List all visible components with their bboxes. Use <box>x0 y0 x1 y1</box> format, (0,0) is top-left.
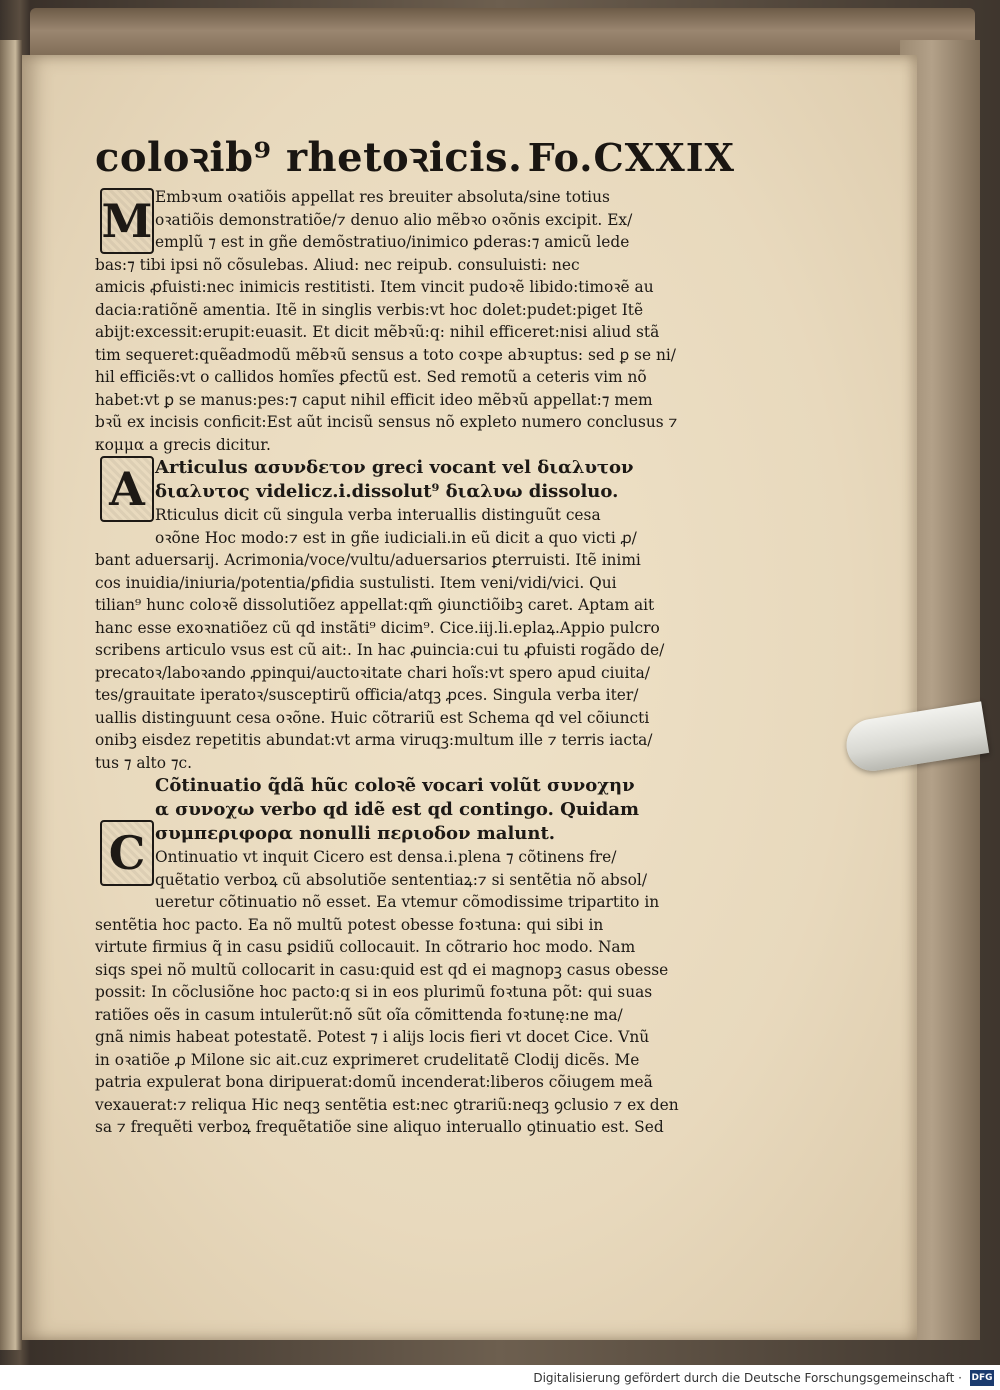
section-heading: διαλυτος videlicz.i.dissolut⁹ διαλυω dissoluo. <box>155 481 619 502</box>
text-line: cos inuidia/iniuria/potentia/ꝑfidia sustulisti. Item veni/vidi/vici. Qui <box>95 573 617 592</box>
body-text <box>95 186 735 1139</box>
text-line: precatoꝛ/laboꝛando ꝓpinqui/auctoꝛitate chari hoĩs:vt spero apud ciuita/ <box>95 663 650 682</box>
text-line: oꝛatiõis demonstratiõe/⁊ denuo alio mẽbꝛo oꝛõnis excipit. Ex/ <box>155 210 633 229</box>
dfg-logo: DFG <box>970 1370 994 1386</box>
section-heading: Cõtinuatio q̃dã hũc coloꝛẽ vocari volũt συνοχην <box>155 775 635 796</box>
text-line: patria expulerat bona diripuerat:domũ incenderat:liberos cõiugem meã <box>95 1073 653 1091</box>
folio-number: Fo.CXXIX <box>527 135 735 180</box>
text-line: onibꝫ eisdez repetitis abundat:vt arma viruqꝫ:multum ille ⁊ terris iacta/ <box>95 731 653 749</box>
text-line: Ontinuatio vt inquit Cicero est densa.i.plena ⁊ cõtinens fre/ <box>155 848 617 866</box>
text-line: bant aduersarij. Acrimonia/voce/vultu/aduersarios ꝑterruisti. Itẽ inimi <box>95 551 641 569</box>
section-heading: α συνοχω verbo qd idẽ est qd contingo. Quidam <box>155 799 640 820</box>
text-line: amicis ꝓfuisti:nec inimicis restitisti. Item vincit pudoꝛẽ libido:timoꝛẽ au <box>95 278 654 296</box>
initial-a: A <box>100 456 154 522</box>
initial-c: C <box>100 820 154 886</box>
text-line: hanc esse exoꝛnatiõez cũ qd instãti⁹ dicim⁹. Cice.iij.li.eplaꝝ.Appio pulcro <box>95 618 660 637</box>
facing-page-edge <box>0 40 22 1350</box>
text-line: emplũ ⁊ est in gñe demõstratiuo/inimico ꝑderas:⁊ amicũ lede <box>155 233 630 251</box>
text-line: siqs spei nõ multũ collocarit in casu:quid est qd ei magnopꝫ casus obesse <box>95 960 669 979</box>
text-line: tim sequeret:quẽadmodũ mẽbꝛũ sensus a toto coꝛpe abꝛuptus: sed ꝑ se ni/ <box>95 345 676 364</box>
initial-m: M <box>100 188 154 254</box>
text-line: tes/grauitate iperatoꝛ/susceptirũ officia/atqꝫ ꝓces. Singula verba iter/ <box>95 686 639 704</box>
text-line: tilian⁹ hunc coloꝛẽ dissolutiõez appellat:qm̃ ꝯiunctiõibꝫ caret. Aptam ait <box>95 596 655 614</box>
text-line: possit: In cõclusiõne hoc pacto:q si in eos plurimũ foꝛtuna põt: qui suas <box>95 983 653 1001</box>
text-line: ratiões oẽs in casum intulerũt:nõ sũt oĩa cõmittenda foꝛtunę:ne ma/ <box>95 1005 623 1024</box>
text-line: κομμα a grecis dicitur. <box>95 435 271 454</box>
binding-top <box>30 8 975 58</box>
text-line: sa ⁊ frequẽti verboꝝ frequẽtatiõe sine aliquo interuallo ꝯtinuatio est. Sed <box>95 1118 664 1136</box>
text-line: gnã nimis habeat potestatẽ. Potest ⁊ i alijs locis fieri vt docet Cice. Vnũ <box>95 1028 650 1046</box>
funding-credit: Digitalisierung gefördert durch die Deutsche Forschungsgemeinschaft · <box>533 1370 962 1385</box>
section-heading: συμπεριφορα nonulli περιοδον malunt. <box>155 823 556 844</box>
text-line: virtute firmius q̃ in casu ꝑsidiũ collocauit. In cõtrario hoc modo. Nam <box>95 938 636 956</box>
text-line: dacia:ratiõnẽ amentia. Itẽ in singlis verbis:vt hoc dolet:pudet:piget Itẽ <box>95 300 644 319</box>
text-line: tus ⁊ alto ⁊c. <box>95 753 193 772</box>
text-line: habet:vt ꝑ se manus:pes:⁊ caput nihil efficit ideo mẽbꝛũ appellat:⁊ mem <box>95 390 653 409</box>
text-line: bas:⁊ tibi ipsi nõ cõsulebas. Aliud: nec reipub. consuluisti: nec <box>95 255 580 274</box>
text-line: scribens articulo vsus est cũ ait:. In hac ꝓuincia:cui tu ꝓfuisti rogãdo de/ <box>95 641 665 659</box>
text-line: oꝛõne Hoc modo:⁊ est in gñe iudiciali.in eũ dicit a quo victi ꝓ/ <box>155 528 637 547</box>
text-line: uallis distinguunt cesa oꝛõne. Huic cõtrariũ est Schema qd vel cõiuncti <box>95 708 650 727</box>
credit-bar <box>0 1365 1000 1390</box>
text-line: in oꝛatiõe ꝓ Milone sic ait.cuz exprimeret crudelitatẽ Clodij dicẽs. Me <box>95 1050 640 1069</box>
text-line: quẽtatio verboꝝ cũ absolutiõe sententiaꝝ:⁊ si sentẽtia nõ absol/ <box>155 870 648 889</box>
text-line: Embꝛum oꝛatiõis appellat res breuiter absoluta/sine totius <box>155 188 610 206</box>
text-line: hil efficiẽs:vt o callidos homĩes ꝑfectũ est. Sed remotũ a ceteris vim nõ <box>95 368 647 386</box>
text-line: bꝛũ ex incisis conficit:Est aũt incisũ sensus nõ expleto numero conclusus ⁊ <box>95 413 678 431</box>
text-line: ueretur cõtinuatio nõ esset. Ea vtemur cõmodissime tripartito in <box>155 893 660 911</box>
running-head: coloꝛib⁹ rhetoꝛicis. <box>95 134 523 181</box>
text-line: sentẽtia hoc pacto. Ea nõ multũ potest obesse foꝛtuna: qui sibi in <box>95 915 604 934</box>
section-heading: Articulus ασυνδετον greci vocant vel διαλυτον <box>155 457 634 478</box>
page-header <box>95 128 735 188</box>
text-line: abijt:excessit:erupit:euasit. Et dicit mẽbꝛũ:q: nihil efficeret:nisi aliud stã <box>95 323 660 341</box>
text-line: vexauerat:⁊ reliqua Hic neqꝫ sentẽtia est:nec ꝯtrariũ:neqꝫ ꝯclusio ⁊ ex den <box>95 1095 679 1114</box>
text-line: Rticulus dicit cũ singula verba interuallis distinguũt cesa <box>155 506 601 524</box>
